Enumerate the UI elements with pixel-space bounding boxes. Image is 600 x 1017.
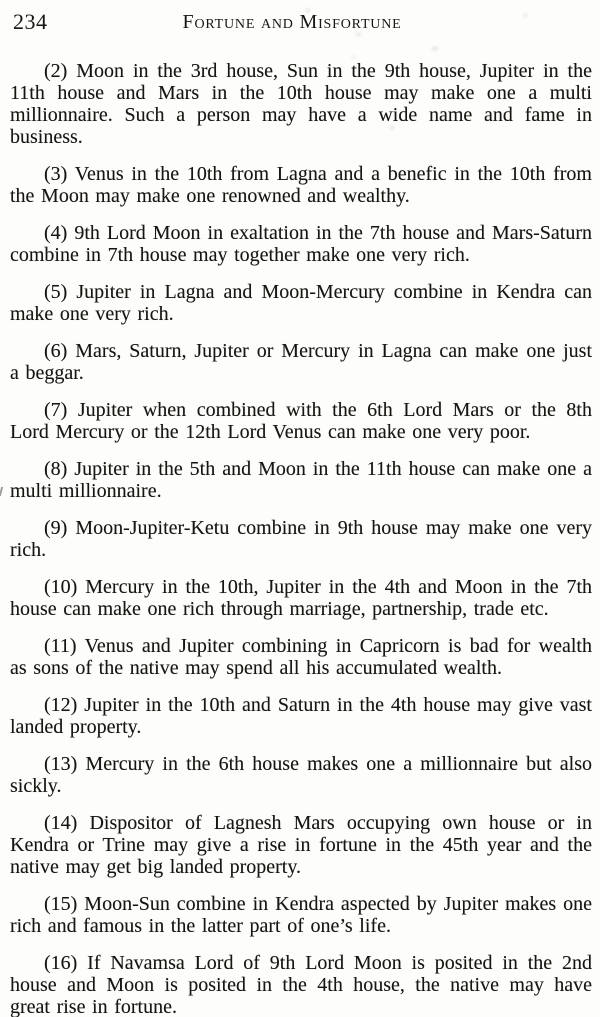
paragraph-text: Jupiter in the 5th and Moon in the 11th house can make one a multi millionnaire. — [10, 458, 592, 502]
paragraph-14 — [10, 812, 592, 878]
paragraph-text: Venus and Jupiter combining in Capricorn is bad for wealth as sons of the native may spend all his accumulated wealth. — [10, 635, 592, 679]
paragraph-text: Dispositor of Lagnesh Mars occupying own house or in Kendra or Trine may give a rise in fortune in the 45th year and the native may get big landed property. — [10, 812, 592, 878]
paragraph-text: Venus in the 10th from Lagna and a benefic in the 10th from the Moon may make one renowned and wealthy. — [10, 163, 592, 207]
paragraph-number: (15) — [44, 893, 78, 915]
paragraph-number: (8) — [44, 458, 68, 480]
paragraph-number: (9) — [44, 517, 68, 539]
paragraph-15 — [10, 893, 592, 937]
paragraph-3 — [10, 163, 592, 207]
paragraph-text: Jupiter when combined with the 6th Lord Mars or the 8th Lord Mercury or the 12th Lord Venus can make one very poor. — [10, 399, 592, 443]
paragraph-13 — [10, 753, 592, 797]
paragraph-5 — [10, 281, 592, 325]
paragraph-number: (10) — [44, 576, 78, 598]
paragraph-number: (6) — [44, 340, 68, 362]
paragraph-text: Moon-Jupiter-Ketu combine in 9th house may make one very rich. — [10, 517, 592, 561]
paragraph-12 — [10, 694, 592, 738]
paragraph-number: (7) — [44, 399, 68, 421]
paragraph-number: (3) — [44, 163, 68, 185]
paragraph-number: (2) — [44, 60, 68, 82]
paragraph-10 — [10, 576, 592, 620]
paragraph-text: 9th Lord Moon in exaltation in the 7th house and Mars-Saturn combine in 7th house may together make one very rich. — [10, 222, 592, 266]
paragraph-text: Mercury in the 6th house makes one a millionnaire but also sickly. — [10, 753, 592, 797]
scan-artifact — [352, 56, 355, 58]
paragraph-text: If Navamsa Lord of 9th Lord Moon is posited in the 2nd house and Moon is posited in the 4th house, the native may have great rise in fortune. — [10, 952, 592, 1017]
paragraph-number: (4) — [44, 222, 68, 244]
paragraph-11 — [10, 635, 592, 679]
paragraph-text: Jupiter in Lagna and Moon-Mercury combine in Kendra can make one very rich. — [10, 281, 592, 325]
paragraph-number: (11) — [44, 635, 77, 657]
paragraph-7 — [10, 399, 592, 443]
paragraph-text: Jupiter in the 10th and Saturn in the 4th house may give vast landed property. — [10, 694, 592, 738]
paragraph-16 — [10, 952, 592, 1017]
paragraph-8 — [10, 458, 592, 502]
paragraph-9 — [10, 517, 592, 561]
paragraph-text: Moon-Sun combine in Kendra aspected by Jupiter makes one rich and famous in the latter part of one’s life. — [10, 893, 592, 937]
running-header-title: Fortune and Misfortune — [182, 11, 402, 33]
scan-artifact — [0, 487, 3, 496]
paragraph-number: (5) — [44, 281, 68, 303]
scan-artifact — [432, 47, 438, 50]
paragraph-text: Mercury in the 10th, Jupiter in the 4th and Moon in the 7th house can make one rich through marriage, partnership, trade etc. — [10, 576, 592, 620]
page-body-text — [10, 60, 592, 1017]
paragraph-6 — [10, 340, 592, 384]
paragraph-4 — [10, 222, 592, 266]
page-number: 234 — [13, 9, 48, 34]
paragraph-number: (16) — [44, 952, 78, 974]
paragraph-2 — [10, 60, 592, 148]
paragraph-text: Mars, Saturn, Jupiter or Mercury in Lagna can make one just a beggar. — [10, 340, 592, 384]
paragraph-text: Moon in the 3rd house, Sun in the 9th house, Jupiter in the 11th house and Mars in the 10th house may make one a multi millionnaire. Such a person may have a wide name and fame in business. — [10, 60, 592, 148]
paragraph-number: (13) — [44, 753, 78, 775]
paragraph-number: (14) — [44, 812, 78, 834]
paragraph-number: (12) — [44, 694, 78, 716]
